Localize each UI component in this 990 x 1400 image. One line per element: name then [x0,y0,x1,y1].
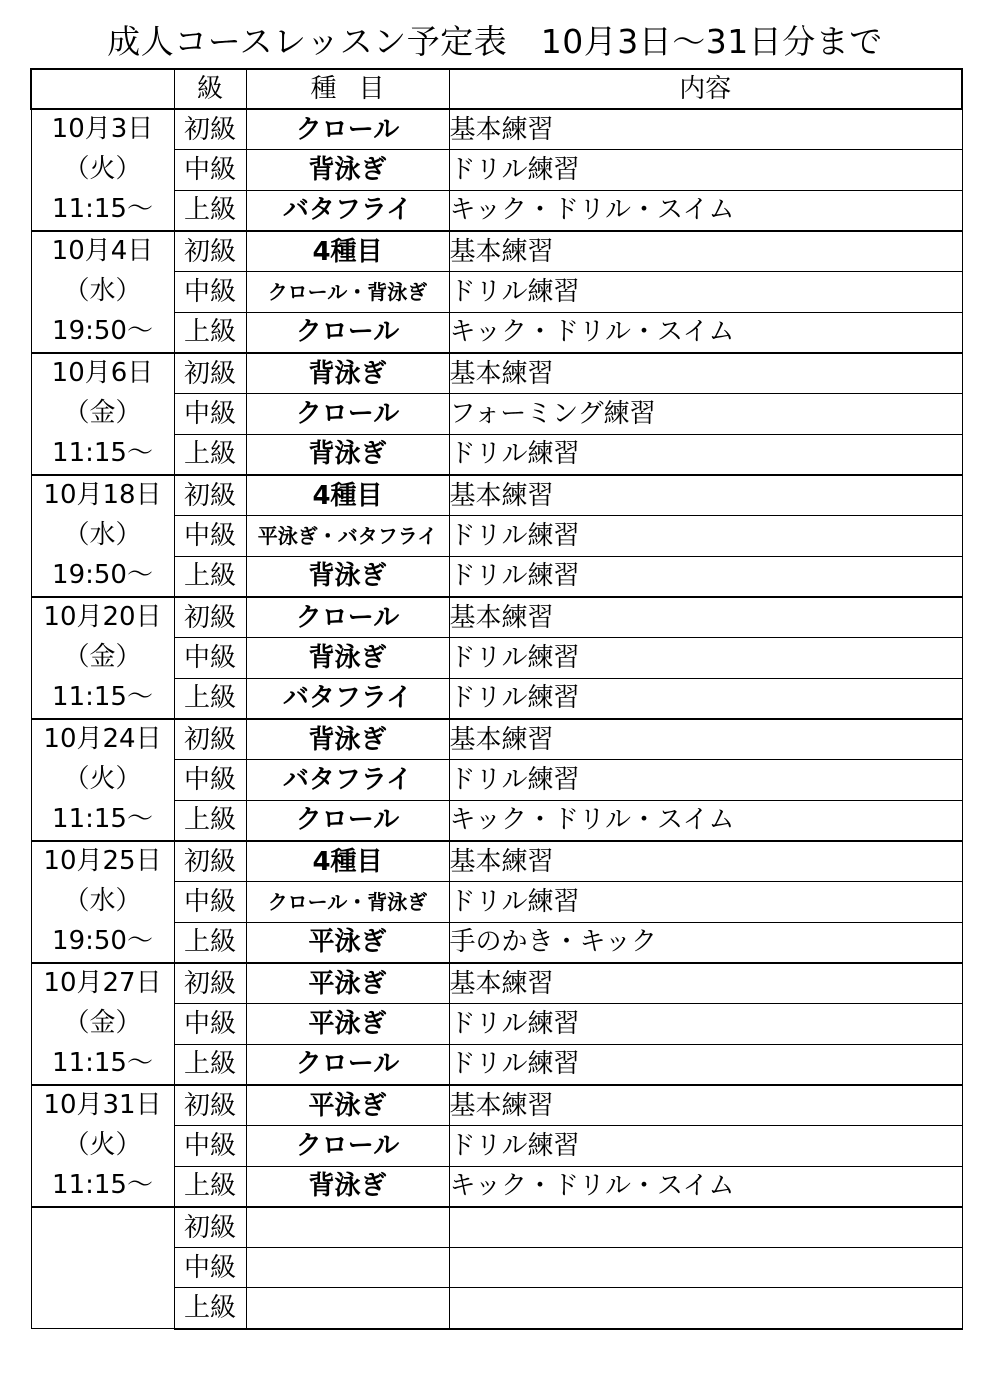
lesson-date-cell [31,475,174,597]
lesson-date-cell [31,353,174,475]
stroke-type-cell: 背泳ぎ [246,434,449,475]
stroke-type-cell: バタフライ [246,760,449,800]
level-cell: 初級 [174,231,246,272]
stroke-type-cell: 平泳ぎ [246,1004,449,1044]
lesson-weekday: （水） [63,276,142,306]
lesson-content-cell: ドリル練習 [449,556,962,597]
lesson-content-cell [449,1207,962,1248]
lesson-date: 10月31日 [43,1090,162,1120]
table-row [31,231,962,272]
lesson-content-cell: キック・ドリル・スイム [449,190,962,231]
stroke-type-cell [246,1207,449,1248]
lesson-date: 10月27日 [43,968,162,998]
lesson-content-cell: フォーミング練習 [449,394,962,434]
lesson-content-cell: キック・ドリル・スイム [449,312,962,353]
lesson-date-cell [31,719,174,841]
lesson-date-cell [31,1085,174,1207]
lesson-content-cell [449,1248,962,1288]
lesson-date-cell [31,231,174,353]
lesson-time: 19:50～ [52,560,153,590]
header-level: 級 [174,69,246,109]
level-cell: 上級 [174,190,246,231]
level-cell: 上級 [174,1166,246,1207]
page-title: 成人コースレッスン予定表 10月3日～31日分まで [107,22,883,61]
lesson-date-cell [31,1207,174,1329]
lesson-date-cell [31,841,174,963]
lesson-schedule-table [30,68,963,1330]
level-cell: 中級 [174,760,246,800]
table-row [31,1207,962,1248]
lesson-content-cell: 基本練習 [449,231,962,272]
lesson-content-cell: 基本練習 [449,109,962,150]
stroke-type-cell: クロール [246,800,449,841]
lesson-content-cell: 基本練習 [449,841,962,882]
lesson-content-cell: 基本練習 [449,963,962,1004]
lesson-date: 10月6日 [51,358,154,388]
level-cell: 上級 [174,1044,246,1085]
stroke-type-cell [246,1288,449,1329]
lesson-date-cell [31,963,174,1085]
schedule-body [31,109,962,1329]
header-date [31,69,174,109]
level-cell: 中級 [174,638,246,678]
lesson-date-cell [31,597,174,719]
lesson-content-cell: 基本練習 [449,475,962,516]
stroke-type-cell: クロール [246,109,449,150]
level-cell: 上級 [174,678,246,719]
level-cell: 初級 [174,475,246,516]
lesson-content-cell: ドリル練習 [449,150,962,190]
table-row [31,719,962,760]
header-content: 内容 [449,69,962,109]
lesson-weekday: （金） [63,398,142,428]
level-cell: 初級 [174,963,246,1004]
lesson-date: 10月25日 [43,846,162,876]
stroke-type-cell: 平泳ぎ [246,922,449,963]
lesson-time: 11:15～ [52,194,153,224]
lesson-date: 10月3日 [51,114,154,144]
lesson-content-cell: ドリル練習 [449,760,962,800]
stroke-type-cell: クロール・背泳ぎ [246,272,449,312]
stroke-type-cell: クロール [246,394,449,434]
level-cell: 初級 [174,1085,246,1126]
lesson-time: 11:15～ [52,1170,153,1200]
lesson-weekday [32,1248,174,1288]
level-cell: 初級 [174,841,246,882]
level-cell: 上級 [174,800,246,841]
lesson-content-cell: ドリル練習 [449,1004,962,1044]
lesson-content-cell: ドリル練習 [449,1126,962,1166]
lesson-content-cell: ドリル練習 [449,516,962,556]
level-cell: 中級 [174,1004,246,1044]
stroke-type-cell: 背泳ぎ [246,150,449,190]
lesson-content-cell: 基本練習 [449,719,962,760]
table-row [31,353,962,394]
table-row [31,963,962,1004]
stroke-type-cell: クロール [246,597,449,638]
stroke-type-cell: クロール [246,1044,449,1085]
table-row [31,597,962,638]
table-row [31,1085,962,1126]
lesson-content-cell: ドリル練習 [449,638,962,678]
lesson-content-cell: ドリル練習 [449,678,962,719]
header-type: 種目 [246,69,449,109]
stroke-type-cell: 平泳ぎ・バタフライ [246,516,449,556]
lesson-date: 10月24日 [43,724,162,754]
stroke-type-cell: 平泳ぎ [246,963,449,1004]
level-cell: 上級 [174,922,246,963]
lesson-content-cell: ドリル練習 [449,1044,962,1085]
lesson-time: 11:15～ [52,682,153,712]
lesson-content-cell: キック・ドリル・スイム [449,800,962,841]
lesson-time: 11:15～ [52,438,153,468]
level-cell: 中級 [174,394,246,434]
table-row [31,109,962,150]
lesson-weekday: （水） [63,520,142,550]
table-header-row [31,69,962,109]
level-cell: 初級 [174,353,246,394]
lesson-content-cell: 基本練習 [449,597,962,638]
stroke-type-cell: クロール [246,312,449,353]
lesson-content-cell: ドリル練習 [449,882,962,922]
stroke-type-cell: 背泳ぎ [246,556,449,597]
lesson-time [32,1288,174,1328]
lesson-date [32,1208,174,1248]
lesson-content-cell: 手のかき・キック [449,922,962,963]
lesson-time: 19:50～ [52,926,153,956]
lesson-time: 11:15～ [52,804,153,834]
table-row [31,475,962,516]
stroke-type-cell: バタフライ [246,190,449,231]
lesson-date-cell [31,109,174,231]
lesson-weekday: （水） [63,886,142,916]
stroke-type-cell: 背泳ぎ [246,353,449,394]
level-cell: 中級 [174,882,246,922]
stroke-type-cell [246,1248,449,1288]
lesson-content-cell: 基本練習 [449,1085,962,1126]
lesson-weekday: （火） [63,154,142,184]
level-cell: 初級 [174,109,246,150]
stroke-type-cell: 4種目 [246,475,449,516]
level-cell: 初級 [174,719,246,760]
level-cell: 中級 [174,1126,246,1166]
lesson-time: 11:15～ [52,1048,153,1078]
level-cell: 中級 [174,272,246,312]
level-cell: 初級 [174,1207,246,1248]
level-cell: 中級 [174,1248,246,1288]
stroke-type-cell: 背泳ぎ [246,719,449,760]
lesson-content-cell: 基本練習 [449,353,962,394]
lesson-weekday: （金） [63,642,142,672]
lesson-weekday: （金） [63,1008,142,1038]
lesson-time: 19:50～ [52,316,153,346]
stroke-type-cell: バタフライ [246,678,449,719]
lesson-date: 10月4日 [51,236,154,266]
lesson-content-cell [449,1288,962,1329]
stroke-type-cell: 背泳ぎ [246,1166,449,1207]
level-cell: 中級 [174,516,246,556]
stroke-type-cell: 4種目 [246,231,449,272]
stroke-type-cell: クロール [246,1126,449,1166]
stroke-type-cell: クロール・背泳ぎ [246,882,449,922]
stroke-type-cell: 4種目 [246,841,449,882]
level-cell: 上級 [174,556,246,597]
lesson-weekday: （火） [63,764,142,794]
level-cell: 上級 [174,1288,246,1329]
lesson-date: 10月20日 [43,602,162,632]
stroke-type-cell: 背泳ぎ [246,638,449,678]
level-cell: 中級 [174,150,246,190]
table-row [31,841,962,882]
lesson-content-cell: ドリル練習 [449,272,962,312]
level-cell: 初級 [174,597,246,638]
level-cell: 上級 [174,434,246,475]
lesson-weekday: （火） [63,1130,142,1160]
lesson-content-cell: キック・ドリル・スイム [449,1166,962,1207]
stroke-type-cell: 平泳ぎ [246,1085,449,1126]
level-cell: 上級 [174,312,246,353]
lesson-content-cell: ドリル練習 [449,434,962,475]
lesson-date: 10月18日 [43,480,162,510]
